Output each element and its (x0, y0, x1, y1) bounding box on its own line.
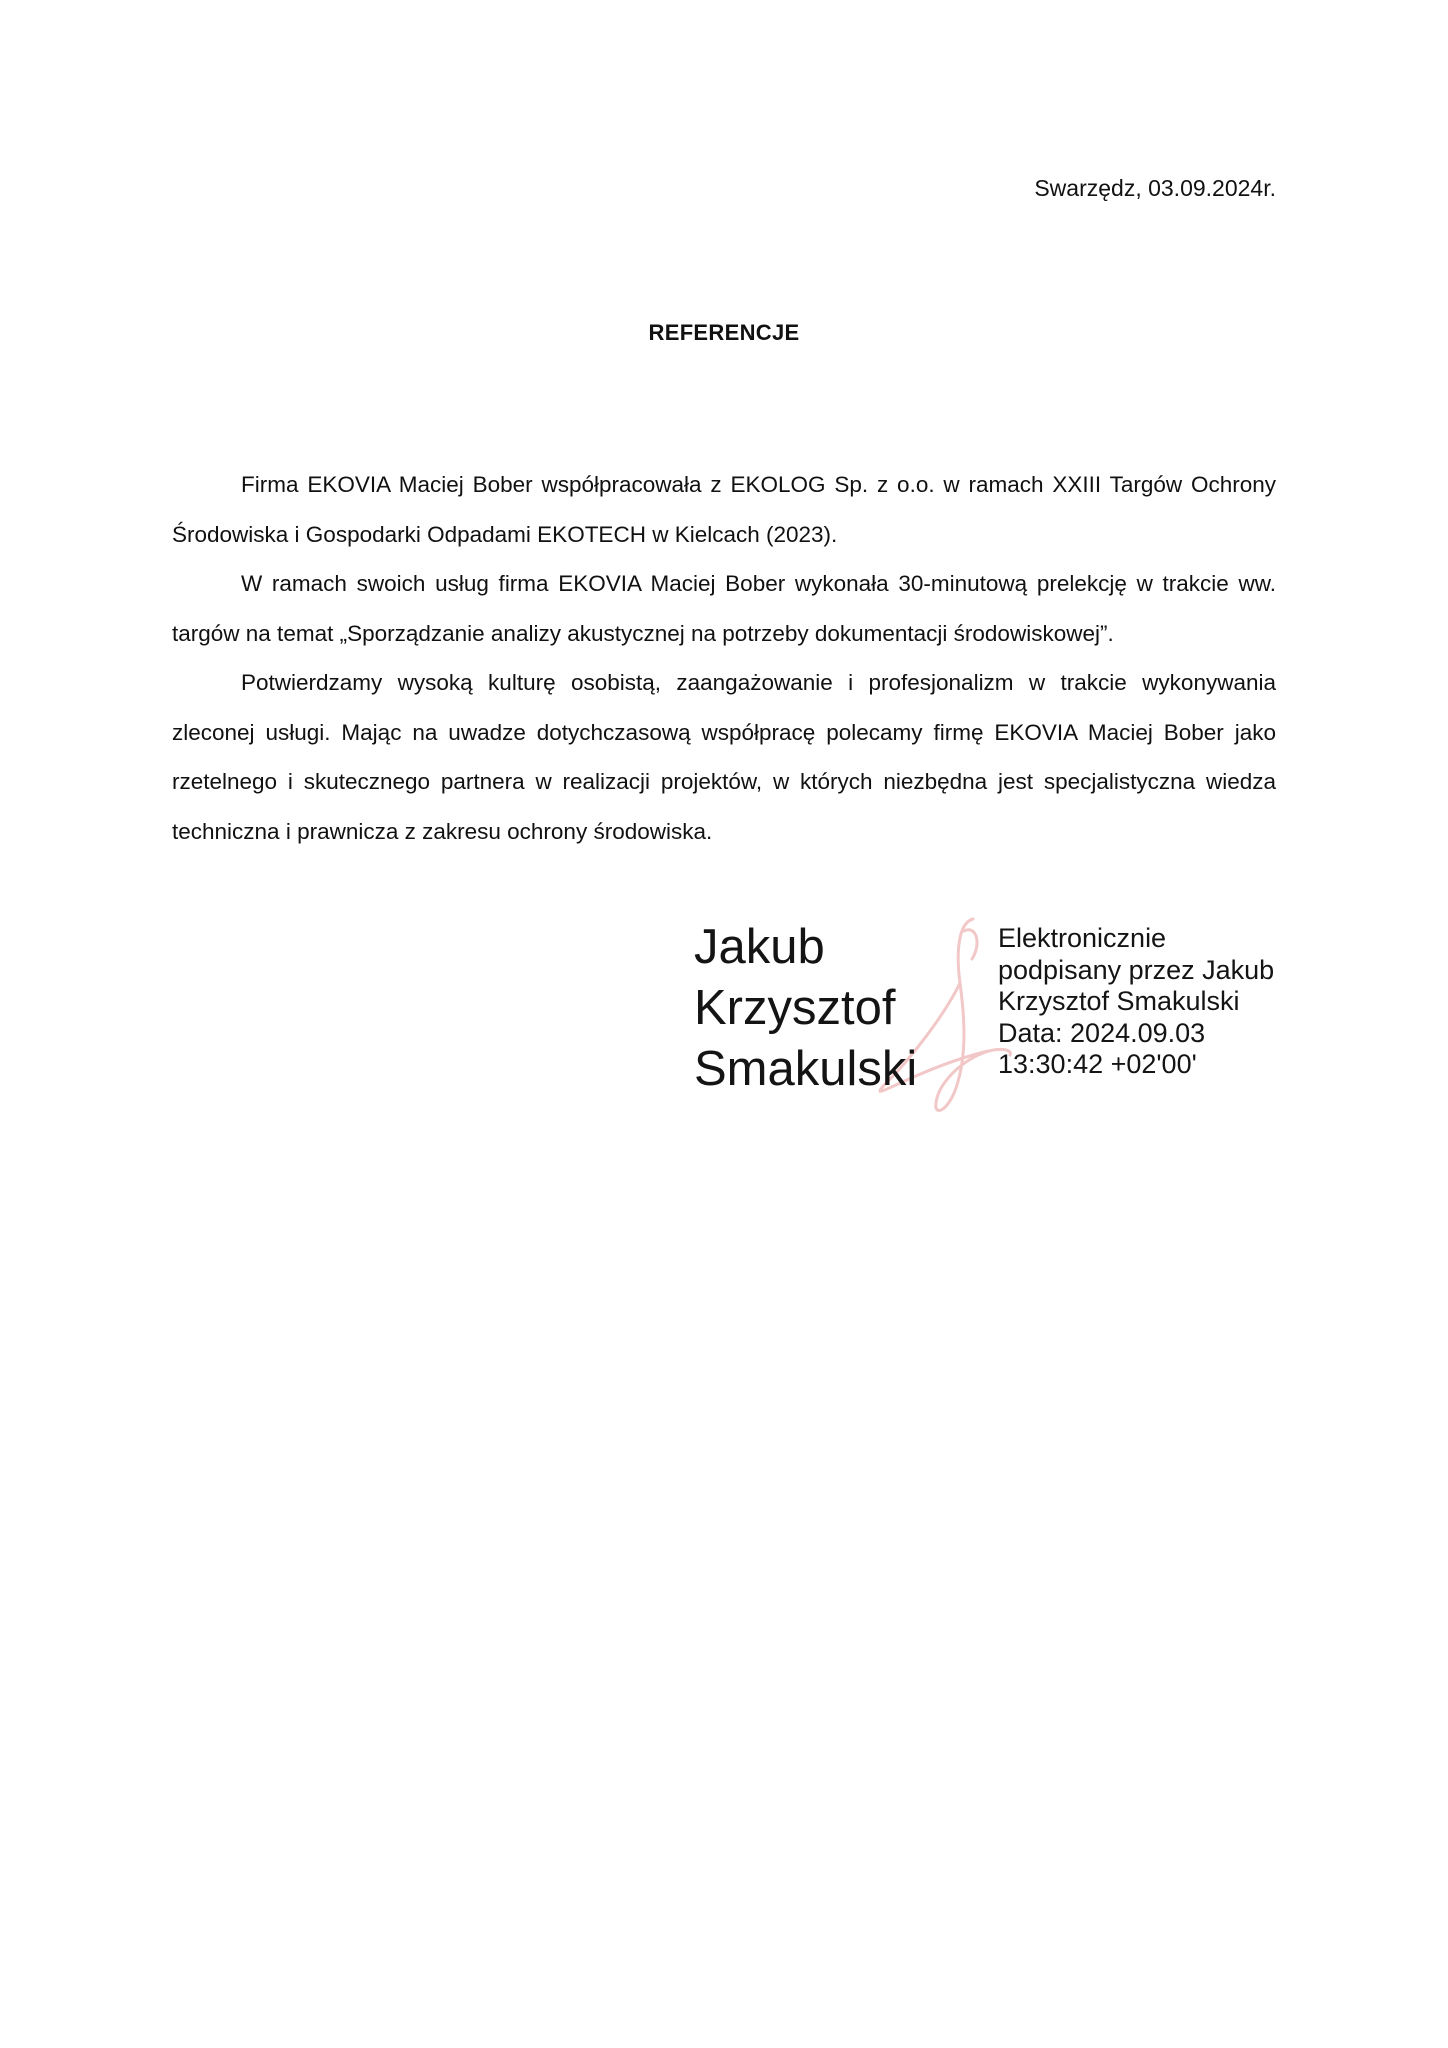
document-body (172, 460, 1276, 856)
signature-details (998, 923, 1274, 1081)
signer-name (694, 917, 917, 1100)
paragraph: W ramach swoich usług firma EKOVIA Maciej Bober wykonała 30-minutową prelekcję w trakcie ww. targów na temat „Sporządzanie analizy akustycznej na potrzeby dokumentacji środowiskowej”. (172, 571, 1276, 646)
signature-detail-line: podpisany przez Jakub (998, 954, 1275, 985)
place-and-date: Swarzędz, 03.09.2024r. (1034, 175, 1276, 201)
signer-name-line: Krzysztof (694, 981, 896, 1035)
document-title: REFERENCJE (648, 320, 800, 345)
signer-name-line: Smakulski (694, 1042, 918, 1096)
signer-name-line: Jakub (694, 920, 825, 974)
signature-detail-line: Elektronicznie (998, 923, 1167, 953)
signature-detail-line: 13:30:42 +02'00' (998, 1049, 1197, 1079)
signature-detail-line: Krzysztof Smakulski (998, 986, 1240, 1016)
signature-detail-line: Data: 2024.09.03 (998, 1017, 1206, 1048)
digital-signature (690, 905, 1320, 1125)
paragraph: Potwierdzamy wysoką kulturę osobistą, zaangażowanie i profesjonalizm w trakcie wykonywania zleconej usługi. Mając na uwadze dotychczasową współpracę polecamy firmę EKOVIA Maciej Bober jako rzetelnego i skutecznego partnera w realizacji projektów, w których niezbędna jest specjalistyczna wiedza techniczna i prawnicza z zakresu ochrony środowiska. (172, 670, 1276, 844)
paragraph: Firma EKOVIA Maciej Bober współpracowała z EKOLOG Sp. z o.o. w ramach XXIII Targów Ochrony Środowiska i Gospodarki Odpadami EKOTECH w Kielcach (2023). (172, 472, 1276, 547)
